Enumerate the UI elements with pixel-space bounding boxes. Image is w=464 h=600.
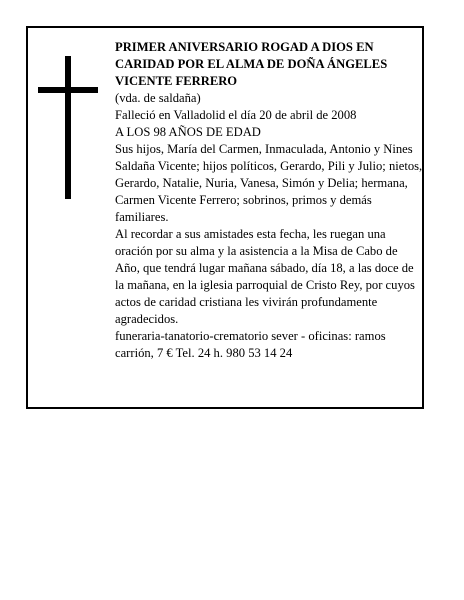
mass-invitation: Al recordar a sus amistades esta fecha, les ruegan una oración por su alma y la asistencia a la Misa de Cabo de Año, que tendrá lugar mañana sábado, día 18, a las doce de la mañana, en la iglesia parroquial de Cristo Rey, por cuyos actos de caridad cristiana les vivirán profundamente agradecidos. <box>115 227 415 326</box>
death-info: Falleció en Valladolid el día 20 de abril de 2008 <box>115 108 357 122</box>
funeral-home-info: funeraria-tanatorio-crematorio sever - oficinas: ramos carrión, 7 € Tel. 24 h. 980 53 14 24 <box>115 329 386 360</box>
cross-vertical-bar <box>65 56 71 199</box>
notice-heading: PRIMER ANIVERSARIO ROGAD A DIOS EN CARIDAD POR EL ALMA DE DOÑA ÁNGELES VICENTE FERRERO <box>115 40 388 88</box>
obituary-notice <box>26 26 424 409</box>
notice-body <box>115 39 423 362</box>
maiden-name-note: (vda. de saldaña) <box>115 91 201 105</box>
age-info: A LOS 98 AÑOS DE EDAD <box>115 125 261 139</box>
cross-horizontal-bar <box>38 87 98 93</box>
family-list: Sus hijos, María del Carmen, Inmaculada, Antonio y Nines Saldaña Vicente; hijos políticos, Gerardo, Pili y Julio; nietos, Gerardo, Natalie, Nuria, Vanesa, Simón y Delia; hermana, Carmen Vicente Ferrero; sobrinos, primos y demás familiares. <box>115 142 423 224</box>
cross-icon <box>38 56 98 199</box>
